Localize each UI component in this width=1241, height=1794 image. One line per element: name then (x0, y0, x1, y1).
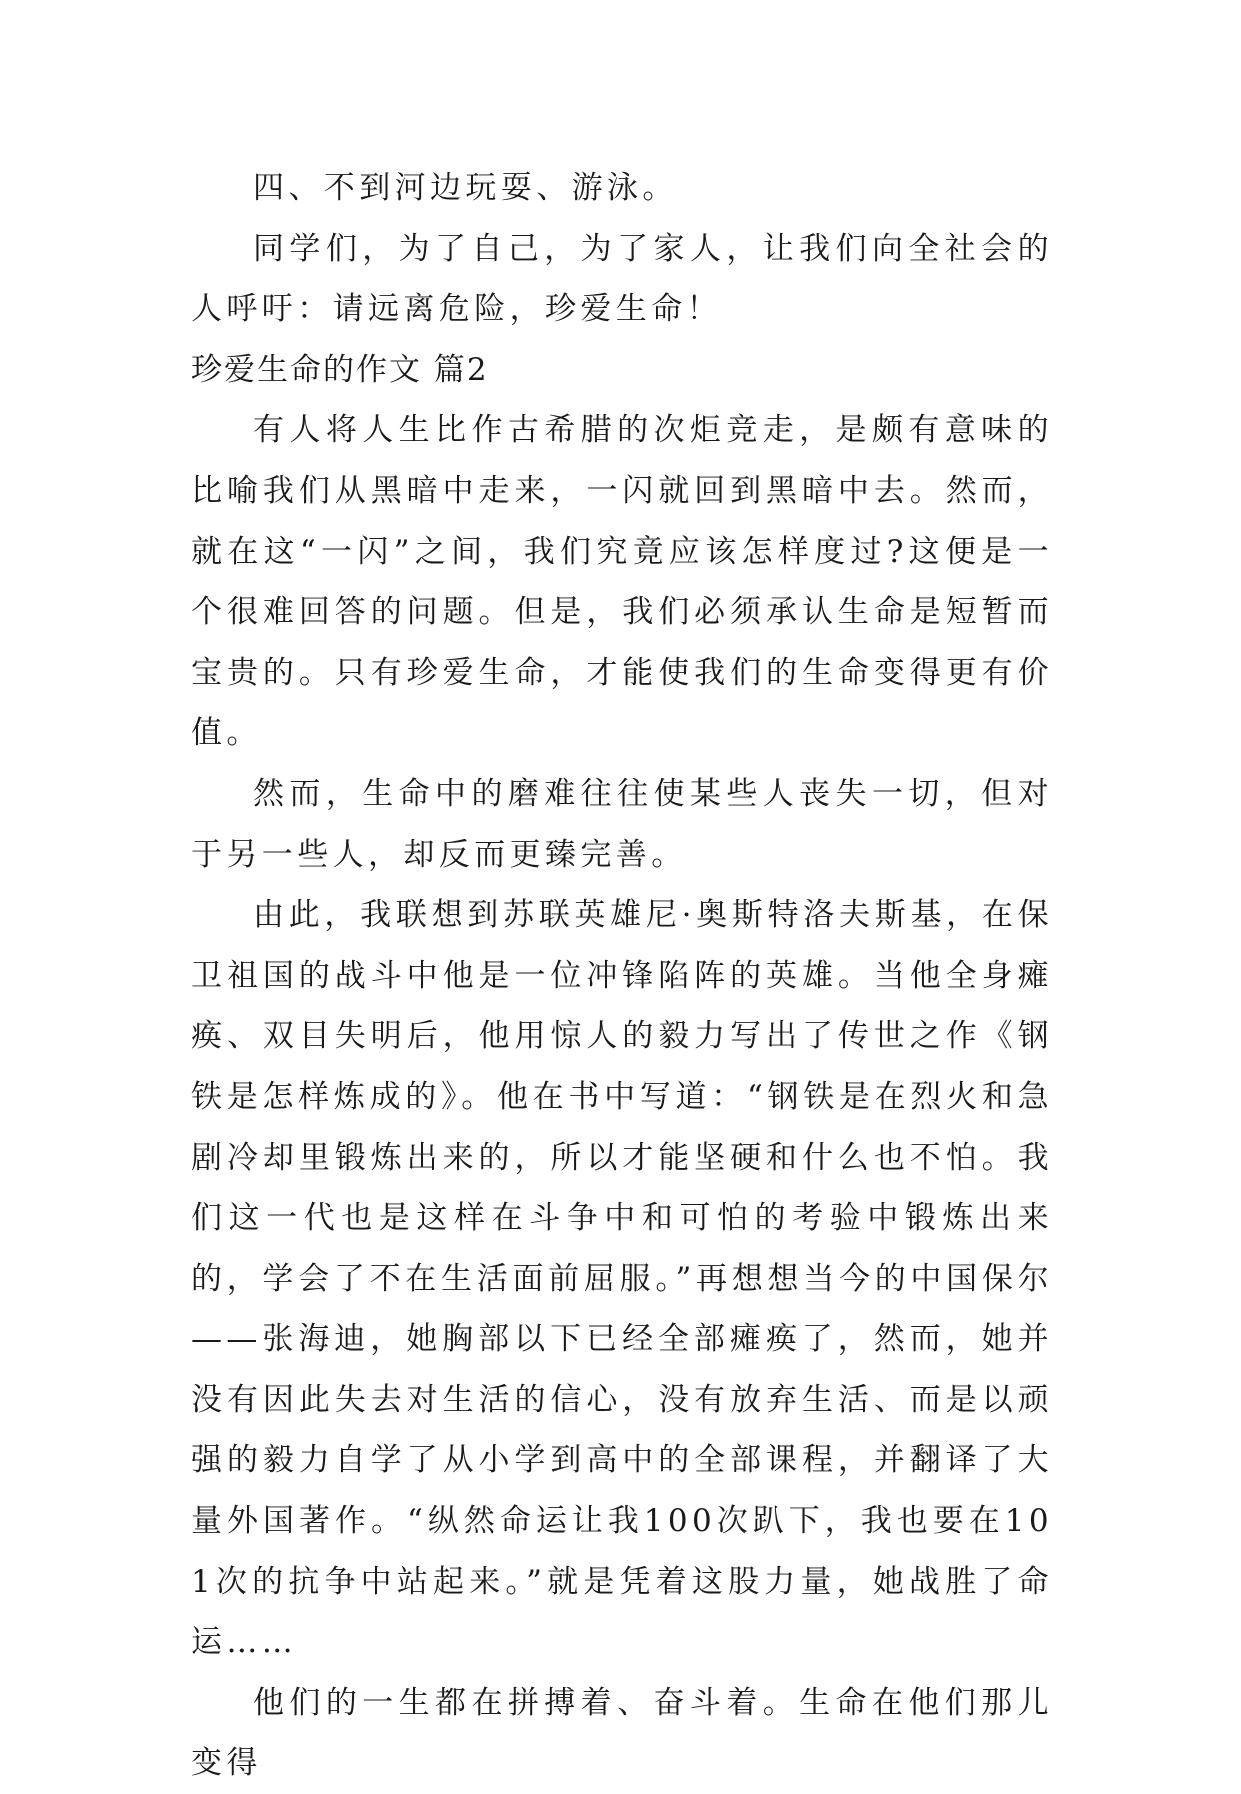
paragraph-safety-rule-4: 四、不到河边玩耍、游泳。 (253, 170, 678, 206)
paragraph-appeal: 同学们，为了自己，为了家人，让我们向全社会的人呼吁：请远离危险，珍爱生命！ (191, 230, 1053, 328)
paragraph-hardship: 然而，生命中的磨难往往使某些人丧失一切，但对于另一些人，却反而更臻完善。 (191, 775, 1053, 873)
paragraph-struggle: 他们的一生都在拼搏着、奋斗着。生命在他们那儿变得 (191, 1684, 1053, 1782)
essay-heading: 珍爱生命的作文 篇2 (191, 351, 489, 388)
paragraph-life-metaphor: 有人将人生比作古希腊的次炬竞走，是颇有意味的比喻我们从黑暗中走来，一闪就回到黑暗中去。然而，就在这“一闪”之间，我们究竟应该怎样度过?这便是一个很难回答的问题。但是，我们必须承认生命是短暂而宝贵的。只有珍爱生命，才能使我们的生命变得更有价值。 (191, 412, 1053, 752)
document-body (191, 158, 1053, 1794)
paragraph-heroes: 由此，我联想到苏联英雄尼·奥斯特洛夫斯基，在保卫祖国的战斗中他是一位冲锋陷阵的英雄。当他全身瘫痪、双目失明后，他用惊人的毅力写出了传世之作《钢铁是怎样炼成的》。他在书中写道：“钢铁是在烈火和急剧冷却里锻炼出来的，所以才能坚硬和什么也不怕。我们这一代也是这样在斗争中和可怕的考验中锻炼出来的，学会了不在生活面前屈服。”再想想当今的中国保尔——张海迪，她胸部以下已经全部瘫痪了，然而，她并没有因此失去对生活的信心，没有放弃生活、而是以顽强的毅力自学了从小学到高中的全部课程，并翻译了大量外国著作。“纵然命运让我100次趴下，我也要在101次的抗争中站起来。”就是凭着这股力量，她战胜了命运…… (191, 897, 1053, 1661)
